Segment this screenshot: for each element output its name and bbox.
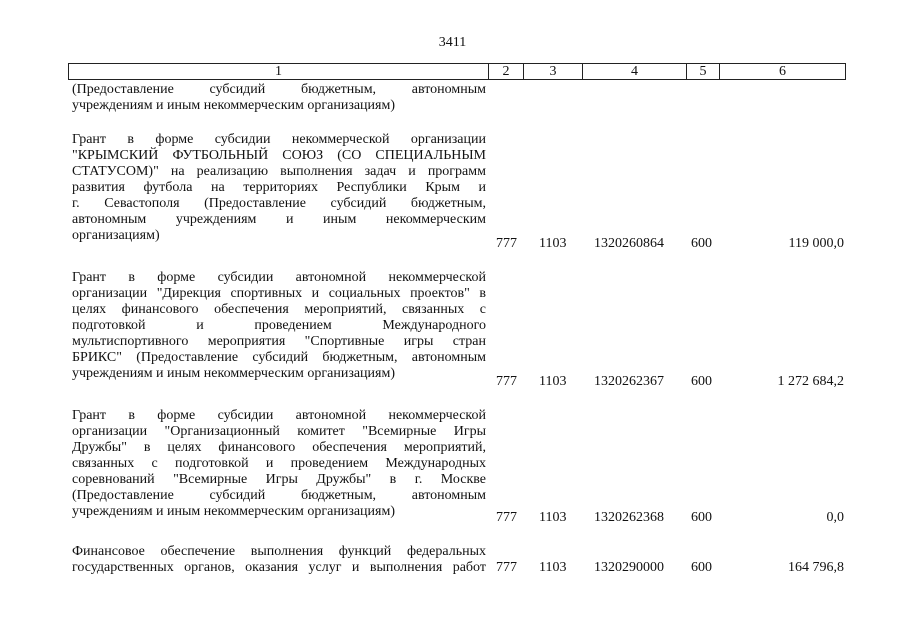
description-line: развития футбола на территориях Республики Крым и (72, 180, 486, 195)
description-line: организации "Дирекция спортивных и социальных проектов" в (72, 286, 486, 301)
table-header (68, 63, 846, 80)
row-c4: 1320290000 (594, 560, 664, 575)
header-col-3: 3 (524, 64, 583, 79)
row-description (72, 132, 486, 244)
description-line: учреждениям и иным некоммерческим организациям) (72, 366, 396, 381)
row-c6: 0,0 (826, 510, 844, 525)
row-description (72, 82, 486, 114)
page-number: 3411 (438, 35, 467, 50)
row-c6: 164 796,8 (788, 560, 844, 575)
description-line: организации "Организационный комитет "Всемирные Игры (72, 424, 486, 439)
row-c5: 600 (691, 236, 712, 251)
description-line: автономным учреждениям и иным некоммерческим (72, 212, 486, 227)
description-line: соревнований "Всемирные Игры Дружбы" в г. Москве (72, 472, 486, 487)
row-c5: 600 (691, 560, 712, 575)
header-col-4: 4 (583, 64, 687, 79)
header-col-1: 1 (69, 64, 489, 79)
description-line: мультиспортивного мероприятия "Спортивные игры стран (72, 334, 486, 349)
row-c4: 1320260864 (594, 236, 664, 251)
description-line: государственных органов, оказания услуг и выполнения работ (72, 560, 486, 575)
description-line: г. Севастополя (Предоставление субсидий бюджетным, (72, 196, 486, 211)
row-description (72, 408, 486, 520)
header-col-5: 5 (687, 64, 720, 79)
row-c6: 119 000,0 (788, 236, 844, 251)
row-description (72, 270, 486, 382)
row-c3: 1103 (539, 510, 567, 525)
description-line: учреждениям и иным некоммерческим организациям) (72, 98, 396, 113)
row-c3: 1103 (539, 236, 567, 251)
description-line: целях финансового обеспечения мероприятий, связанных с (72, 302, 486, 317)
row-c5: 600 (691, 374, 712, 389)
row-c6: 1 272 684,2 (777, 374, 844, 389)
description-line: (Предоставление субсидий бюджетным, автономным (72, 488, 486, 503)
row-c2: 777 (496, 236, 517, 251)
description-line: Грант в форме субсидии автономной некоммерческой (72, 408, 486, 423)
description-line: (Предоставление субсидий бюджетным, автономным (72, 82, 486, 97)
row-c2: 777 (496, 560, 517, 575)
description-line: БРИКС" (Предоставление субсидий бюджетным, автономным (72, 350, 486, 365)
description-line: Дружбы" в целях финансового обеспечения мероприятий, (72, 440, 486, 455)
description-line: учреждениям и иным некоммерческим организациям) (72, 504, 396, 519)
description-line: Финансовое обеспечение выполнения функций федеральных (72, 544, 486, 559)
header-col-6: 6 (779, 64, 786, 79)
row-c3: 1103 (539, 560, 567, 575)
row-c5: 600 (691, 510, 712, 525)
description-line: Грант в форме субсидии автономной некоммерческой (72, 270, 486, 285)
description-line: связанных с подготовкой и проведением Международных (72, 456, 486, 471)
row-c4: 1320262368 (594, 510, 664, 525)
description-line: подготовкой и проведением Международного (72, 318, 486, 333)
row-description (72, 544, 486, 576)
row-c4: 1320262367 (594, 374, 664, 389)
row-c3: 1103 (539, 374, 567, 389)
row-c2: 777 (496, 510, 517, 525)
description-line: организациям) (72, 228, 160, 243)
description-line: "КРЫМСКИЙ ФУТБОЛЬНЫЙ СОЮЗ (СО СПЕЦИАЛЬНЫМ (72, 148, 486, 163)
description-line: СТАТУСОМ)" на реализацию выполнения задач и программ (72, 164, 486, 179)
description-line: Грант в форме субсидии некоммерческой организации (72, 132, 486, 147)
header-col-2: 2 (489, 64, 524, 79)
row-c2: 777 (496, 374, 517, 389)
